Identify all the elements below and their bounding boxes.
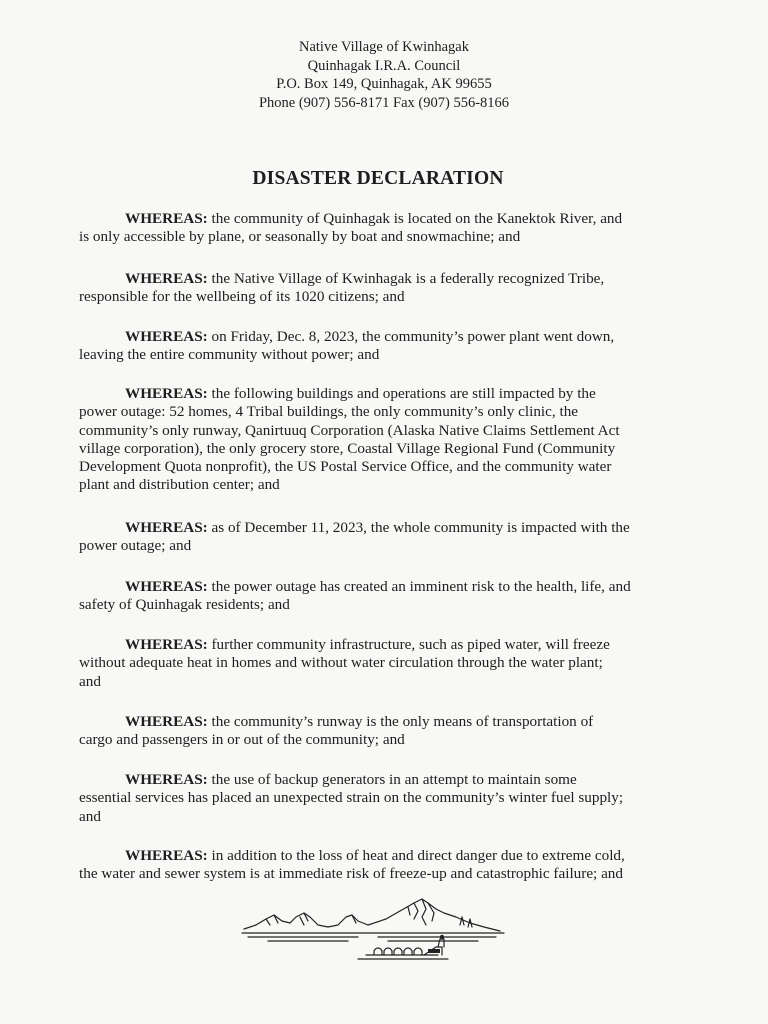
paragraph-line: essential services has placed an unexpected strain on the community’s winter fuel supply;: [79, 789, 624, 807]
paragraph-line: the power outage has created an imminent risk to the health, life, and: [207, 578, 631, 595]
paragraph-line: is only accessible by plane, or seasonally by boat and snowmachine; and: [79, 228, 521, 246]
paragraph-line: as of December 11, 2023, the whole community is impacted with the: [207, 519, 630, 536]
letterhead-council: Quinhagak I.R.A. Council: [307, 57, 461, 74]
whereas-paragraph: [79, 636, 699, 691]
whereas-paragraph: [79, 578, 699, 615]
paragraph-line: responsible for the wellbeing of its 1020 citizens; and: [79, 288, 405, 306]
letterhead-phone-fax: Phone (907) 556-8171 Fax (907) 556-8166: [258, 94, 510, 111]
paragraph-line: the use of backup generators in an attempt to maintain some: [207, 771, 577, 788]
whereas-keyword: WHEREAS:: [125, 578, 208, 595]
mountains-dogsled-logo-icon: [238, 895, 510, 967]
letterhead-organization: Native Village of Kwinhagak: [299, 39, 469, 55]
paragraph-line: the following buildings and operations are still impacted by the: [207, 385, 596, 402]
letterhead: [0, 38, 768, 112]
whereas-paragraph: [79, 270, 699, 307]
paragraph-line: the Native Village of Kwinhagak is a federally recognized Tribe,: [207, 270, 605, 287]
paragraph-line: the community’s runway is the only means of transportation of: [207, 713, 594, 730]
whereas-keyword: WHEREAS:: [125, 328, 208, 345]
paragraph-line: leaving the entire community without power; and: [79, 346, 380, 364]
paragraph-line: community’s only runway, Qanirtuuq Corporation (Alaska Native Claims Settlement Act: [79, 421, 620, 439]
whereas-keyword: WHEREAS:: [125, 636, 208, 653]
paragraph-line: and: [79, 672, 101, 690]
paragraph-line: plant and distribution center; and: [79, 476, 280, 494]
paragraph-line: the water and sewer system is at immediate risk of freeze-up and catastrophic failure; and: [79, 865, 623, 883]
paragraph-line: on Friday, Dec. 8, 2023, the community’s power plant went down,: [207, 328, 615, 345]
paragraph-line: in addition to the loss of heat and direct danger due to extreme cold,: [207, 847, 625, 864]
paragraph-line: further community infrastructure, such as piped water, will freeze: [207, 636, 610, 653]
paragraph-line: and: [79, 807, 101, 825]
whereas-paragraph: [79, 847, 699, 884]
document-title: DISASTER DECLARATION: [252, 168, 504, 189]
whereas-paragraph: [79, 771, 699, 826]
paragraph-line: Development Quota nonprofit), the US Postal Service Office, and the community water: [79, 458, 612, 476]
paragraph-line: cargo and passengers in or out of the community; and: [79, 731, 405, 749]
whereas-paragraph: [79, 328, 699, 365]
whereas-paragraph: [79, 385, 699, 495]
whereas-paragraph: [79, 210, 699, 247]
whereas-paragraph: [79, 519, 699, 556]
paragraph-line: without adequate heat in homes and without water circulation through the water plant;: [79, 654, 603, 672]
paragraph-line: the community of Quinhagak is located on the Kanektok River, and: [207, 210, 623, 227]
whereas-keyword: WHEREAS:: [125, 771, 208, 788]
whereas-keyword: WHEREAS:: [125, 519, 208, 536]
whereas-keyword: WHEREAS:: [125, 847, 208, 864]
paragraph-line: safety of Quinhagak residents; and: [79, 596, 290, 614]
whereas-keyword: WHEREAS:: [125, 270, 208, 287]
paragraph-line: village corporation), the only grocery store, Coastal Village Regional Fund (Community: [79, 439, 616, 457]
whereas-paragraph: [79, 713, 699, 750]
paragraph-line: power outage: 52 homes, 4 Tribal buildings, the only community’s only clinic, the: [79, 403, 579, 421]
whereas-keyword: WHEREAS:: [125, 210, 208, 227]
whereas-keyword: WHEREAS:: [125, 385, 208, 402]
letterhead-address: P.O. Box 149, Quinhagak, AK 99655: [276, 76, 492, 92]
whereas-keyword: WHEREAS:: [125, 713, 208, 730]
paragraph-line: power outage; and: [79, 537, 192, 555]
